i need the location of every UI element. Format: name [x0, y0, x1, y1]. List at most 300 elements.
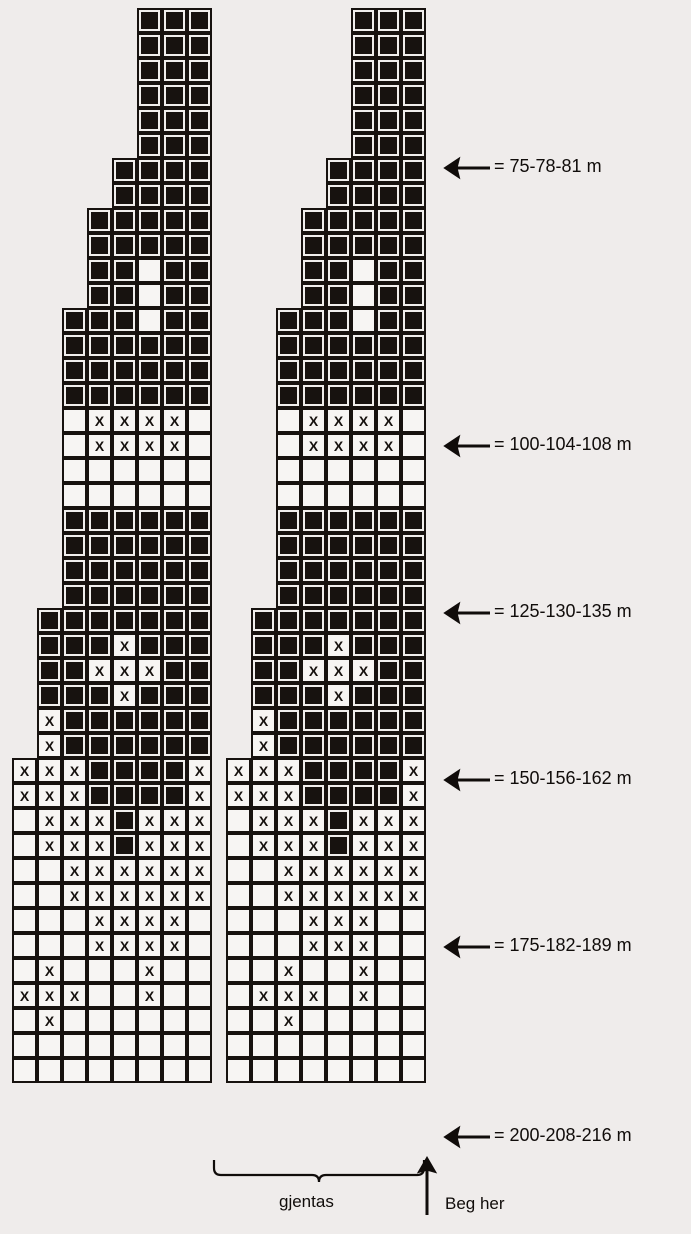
chart-cell: [137, 1058, 162, 1083]
cross-symbol: X: [69, 887, 80, 904]
chart-cell: [187, 508, 212, 533]
chart-cell: [401, 1058, 426, 1083]
cross-symbol: X: [333, 687, 344, 704]
chart-cell: [162, 158, 187, 183]
chart-cell: [137, 633, 162, 658]
chart-cell: [112, 808, 137, 833]
chart-cell: [376, 333, 401, 358]
chart-cell: [137, 308, 162, 333]
chart-cell: [351, 808, 376, 833]
chart-cell: [351, 1033, 376, 1058]
chart-cell: [137, 208, 162, 233]
chart-cell: [326, 858, 351, 883]
row-marker-label: = 150-156-162 m: [494, 768, 632, 788]
chart-cell: [251, 808, 276, 833]
chart-cell: [351, 33, 376, 58]
chart-cell: [37, 983, 62, 1008]
chart-cell: [112, 283, 137, 308]
chart-cell: [376, 1058, 401, 1083]
chart-cell: [301, 633, 326, 658]
cross-symbol: X: [19, 987, 30, 1004]
row-marker-arrow-icon: [432, 935, 494, 959]
cross-symbol: X: [333, 912, 344, 929]
chart-cell: [12, 758, 37, 783]
chart-cell: [112, 783, 137, 808]
chart-cell: [226, 833, 251, 858]
repeat-brace-icon: [212, 1158, 427, 1184]
cross-symbol: X: [408, 762, 419, 779]
cross-symbol: X: [44, 712, 55, 729]
chart-cell: [62, 1033, 87, 1058]
cross-symbol: X: [308, 662, 319, 679]
chart-cell: [162, 983, 187, 1008]
chart-cell: [112, 533, 137, 558]
chart-cell: [162, 408, 187, 433]
chart-cell: [276, 558, 301, 583]
chart-cell: [326, 233, 351, 258]
cross-symbol: X: [358, 812, 369, 829]
cross-symbol: X: [258, 812, 269, 829]
chart-cell: [276, 758, 301, 783]
chart-cell: [87, 458, 112, 483]
cross-symbol: X: [358, 437, 369, 454]
chart-cell: [37, 733, 62, 758]
chart-cell: [401, 83, 426, 108]
chart-cell: [187, 483, 212, 508]
chart-cell: [351, 608, 376, 633]
chart-cell: [276, 708, 301, 733]
chart-cell: [137, 558, 162, 583]
chart-cell: [87, 1033, 112, 1058]
cross-symbol: X: [119, 862, 130, 879]
chart-cell: [87, 208, 112, 233]
row-marker-label: = 200-208-216 m: [494, 1125, 632, 1145]
cross-symbol: X: [358, 837, 369, 854]
chart-cell: [401, 1033, 426, 1058]
chart-cell: [351, 958, 376, 983]
cross-symbol: X: [69, 862, 80, 879]
chart-cell: [351, 258, 376, 283]
chart-cell: [187, 683, 212, 708]
chart-cell: [226, 883, 251, 908]
chart-cell: [401, 108, 426, 133]
chart-cell: [401, 383, 426, 408]
chart-cell: [37, 808, 62, 833]
chart-cell: [401, 758, 426, 783]
chart-cell: [401, 8, 426, 33]
chart-cell: [276, 983, 301, 1008]
chart-cell: [112, 683, 137, 708]
chart-cell: [187, 1058, 212, 1083]
chart-cell: [87, 858, 112, 883]
chart-cell: [351, 933, 376, 958]
chart-cell: [351, 133, 376, 158]
cross-symbol: X: [308, 862, 319, 879]
chart-cell: [401, 658, 426, 683]
chart-cell: [137, 258, 162, 283]
chart-cell: [401, 233, 426, 258]
chart-cell: [326, 833, 351, 858]
chart-cell: [112, 1008, 137, 1033]
chart-cell: [162, 758, 187, 783]
chart-cell: [137, 158, 162, 183]
chart-cell: [87, 558, 112, 583]
chart-cell: [137, 358, 162, 383]
cross-symbol: X: [19, 787, 30, 804]
chart-cell: [326, 333, 351, 358]
row-marker-label: = 100-104-108 m: [494, 434, 632, 454]
cross-symbol: X: [169, 937, 180, 954]
chart-cell: [251, 1033, 276, 1058]
chart-cell: [12, 858, 37, 883]
chart-cell: [226, 808, 251, 833]
cross-symbol: X: [69, 787, 80, 804]
chart-cell: [112, 833, 137, 858]
chart-cell: [12, 1033, 37, 1058]
chart-cell: [112, 933, 137, 958]
cross-symbol: X: [408, 812, 419, 829]
chart-cell: [12, 908, 37, 933]
chart-cell: [87, 508, 112, 533]
chart-cell: [276, 583, 301, 608]
chart-cell: [87, 233, 112, 258]
chart-cell: [162, 8, 187, 33]
cross-symbol: X: [94, 837, 105, 854]
chart-cell: [162, 708, 187, 733]
chart-cell: [376, 708, 401, 733]
chart-cell: [62, 633, 87, 658]
cross-symbol: X: [69, 812, 80, 829]
chart-cell: [301, 433, 326, 458]
chart-cell: [37, 1008, 62, 1033]
chart-cell: [162, 33, 187, 58]
chart-cell: [276, 483, 301, 508]
chart-cell: [301, 1058, 326, 1083]
row-marker-arrow-icon: [432, 1125, 494, 1149]
chart-cell: [162, 258, 187, 283]
chart-cell: [376, 383, 401, 408]
chart-cell: [87, 1008, 112, 1033]
chart-cell: [112, 408, 137, 433]
chart-cell: [351, 1008, 376, 1033]
chart-cell: [162, 433, 187, 458]
chart-cell: [376, 33, 401, 58]
chart-cell: [326, 658, 351, 683]
chart-cell: [301, 733, 326, 758]
chart-cell: [37, 833, 62, 858]
chart-cell: [301, 658, 326, 683]
chart-cell: [401, 608, 426, 633]
chart-cell: [276, 383, 301, 408]
chart-cell: [401, 933, 426, 958]
chart-cell: [376, 1033, 401, 1058]
chart-cell: [401, 883, 426, 908]
chart-cell: [351, 8, 376, 33]
chart-cell: [401, 508, 426, 533]
cross-symbol: X: [408, 862, 419, 879]
chart-cell: [376, 183, 401, 208]
chart-cell: [226, 933, 251, 958]
cross-symbol: X: [358, 912, 369, 929]
chart-cell: [301, 858, 326, 883]
chart-cell: [87, 258, 112, 283]
cross-symbol: X: [383, 812, 394, 829]
chart-cell: [351, 333, 376, 358]
chart-cell: [376, 133, 401, 158]
chart-cell: [187, 8, 212, 33]
chart-cell: [87, 358, 112, 383]
chart-cell: [87, 383, 112, 408]
chart-cell: [137, 808, 162, 833]
chart-cell: [376, 58, 401, 83]
row-marker-arrow-icon: [432, 156, 494, 180]
chart-cell: [376, 208, 401, 233]
chart-cell: [187, 308, 212, 333]
cross-symbol: X: [119, 687, 130, 704]
chart-cell: [162, 58, 187, 83]
chart-cell: [401, 858, 426, 883]
chart-cell: [351, 758, 376, 783]
chart-cell: [187, 333, 212, 358]
row-marker-label: = 125-130-135 m: [494, 601, 632, 621]
chart-cell: [187, 33, 212, 58]
cross-symbol: X: [358, 862, 369, 879]
chart-cell: [37, 758, 62, 783]
chart-cell: [162, 308, 187, 333]
chart-cell: [301, 908, 326, 933]
chart-cell: [62, 383, 87, 408]
chart-cell: [376, 83, 401, 108]
chart-cell: [326, 458, 351, 483]
chart-cell: [162, 783, 187, 808]
chart-cell: [326, 908, 351, 933]
cross-symbol: X: [119, 662, 130, 679]
cross-symbol: X: [258, 737, 269, 754]
row-marker-arrow-icon: [432, 768, 494, 792]
chart-cell: [87, 833, 112, 858]
chart-cell: [62, 783, 87, 808]
chart-cell: [326, 358, 351, 383]
chart-cell: [301, 258, 326, 283]
chart-cell: [187, 1033, 212, 1058]
chart-cell: [376, 733, 401, 758]
chart-cell: [251, 633, 276, 658]
chart-cell: [376, 283, 401, 308]
chart-cell: [401, 33, 426, 58]
chart-cell: [276, 733, 301, 758]
chart-cell: [112, 658, 137, 683]
chart-cell: [87, 908, 112, 933]
chart-cell: [137, 383, 162, 408]
cross-symbol: X: [169, 887, 180, 904]
chart-cell: [301, 533, 326, 558]
chart-cell: [187, 158, 212, 183]
chart-cell: [326, 1058, 351, 1083]
chart-cell: [137, 83, 162, 108]
chart-cell: [37, 783, 62, 808]
cross-symbol: X: [144, 862, 155, 879]
chart-cell: [301, 558, 326, 583]
chart-cell: [137, 508, 162, 533]
chart-cell: [326, 183, 351, 208]
chart-cell: [276, 883, 301, 908]
chart-cell: [326, 608, 351, 633]
chart-cell: [12, 833, 37, 858]
chart-cell: [401, 583, 426, 608]
chart-cell: [12, 983, 37, 1008]
chart-cell: [351, 408, 376, 433]
chart-cell: [251, 683, 276, 708]
chart-cell: [112, 983, 137, 1008]
chart-cell: [187, 283, 212, 308]
cross-symbol: X: [119, 887, 130, 904]
chart-cell: [376, 508, 401, 533]
chart-cell: [162, 458, 187, 483]
chart-cell: [301, 333, 326, 358]
cross-symbol: X: [19, 762, 30, 779]
chart-cell: [301, 708, 326, 733]
cross-symbol: X: [119, 937, 130, 954]
chart-cell: [187, 358, 212, 383]
chart-cell: [401, 733, 426, 758]
cross-symbol: X: [144, 887, 155, 904]
chart-cell: [376, 683, 401, 708]
chart-cell: [326, 958, 351, 983]
chart-cell: [187, 1008, 212, 1033]
chart-cell: [62, 808, 87, 833]
chart-cell: [12, 808, 37, 833]
chart-cell: [137, 483, 162, 508]
chart-cell: [326, 283, 351, 308]
cross-symbol: X: [144, 962, 155, 979]
cross-symbol: X: [194, 887, 205, 904]
chart-cell: [351, 283, 376, 308]
cross-symbol: X: [169, 862, 180, 879]
chart-cell: [276, 833, 301, 858]
chart-cell: [251, 933, 276, 958]
cross-symbol: X: [169, 837, 180, 854]
cross-symbol: X: [283, 962, 294, 979]
chart-cell: [351, 83, 376, 108]
chart-cell: [187, 558, 212, 583]
chart-cell: [187, 933, 212, 958]
chart-cell: [162, 233, 187, 258]
chart-cell: [112, 633, 137, 658]
cross-symbol: X: [333, 887, 344, 904]
chart-cell: [401, 833, 426, 858]
chart-cell: [401, 283, 426, 308]
cross-symbol: X: [308, 412, 319, 429]
chart-cell: [301, 358, 326, 383]
chart-cell: [187, 433, 212, 458]
chart-cell: [137, 108, 162, 133]
begin-here-caption: Beg her: [445, 1194, 505, 1213]
chart-cell: [87, 658, 112, 683]
chart-cell: [401, 558, 426, 583]
cross-symbol: X: [119, 912, 130, 929]
chart-cell: [62, 833, 87, 858]
cross-symbol: X: [258, 787, 269, 804]
chart-cell: [137, 583, 162, 608]
chart-cell: [62, 433, 87, 458]
chart-cell: [376, 108, 401, 133]
chart-cell: [162, 633, 187, 658]
chart-cell: [137, 833, 162, 858]
chart-cell: [326, 983, 351, 1008]
chart-cell: [137, 233, 162, 258]
chart-cell: [162, 483, 187, 508]
chart-cell: [187, 608, 212, 633]
chart-cell: [162, 808, 187, 833]
chart-cell: [376, 633, 401, 658]
chart-cell: [187, 208, 212, 233]
chart-cell: [276, 808, 301, 833]
chart-cell: [187, 758, 212, 783]
chart-cell: [112, 1058, 137, 1083]
chart-cell: [137, 283, 162, 308]
chart-cell: [326, 533, 351, 558]
cross-symbol: X: [258, 762, 269, 779]
chart-cell: [162, 108, 187, 133]
cross-symbol: X: [283, 887, 294, 904]
chart-cell: [162, 958, 187, 983]
cross-symbol: X: [194, 837, 205, 854]
chart-cell: [376, 233, 401, 258]
chart-cell: [162, 833, 187, 858]
chart-cell: [326, 933, 351, 958]
chart-cell: [301, 383, 326, 408]
chart-cell: [301, 608, 326, 633]
cross-symbol: X: [333, 637, 344, 654]
chart-cell: [251, 783, 276, 808]
chart-cell: [401, 1008, 426, 1033]
row-marker-label: = 75-78-81 m: [494, 156, 602, 176]
chart-cell: [162, 658, 187, 683]
chart-cell: [301, 208, 326, 233]
chart-cell: [301, 1008, 326, 1033]
cross-symbol: X: [283, 1012, 294, 1029]
chart-cell: [137, 8, 162, 33]
chart-cell: [326, 683, 351, 708]
chart-cell: [326, 208, 351, 233]
chart-cell: [226, 858, 251, 883]
chart-cell: [301, 283, 326, 308]
chart-cell: [62, 908, 87, 933]
chart-cell: [62, 333, 87, 358]
chart-cell: [137, 958, 162, 983]
chart-cell: [351, 633, 376, 658]
chart-cell: [351, 108, 376, 133]
chart-cell: [112, 308, 137, 333]
chart-cell: [137, 658, 162, 683]
chart-cell: [301, 458, 326, 483]
chart-cell: [137, 1008, 162, 1033]
chart-cell: [112, 458, 137, 483]
chart-cell: [137, 133, 162, 158]
chart-cell: [162, 333, 187, 358]
chart-cell: [301, 783, 326, 808]
chart-cell: [376, 958, 401, 983]
repeat-caption: gjentas: [279, 1192, 334, 1211]
chart-cell: [276, 433, 301, 458]
chart-cell: [187, 58, 212, 83]
cross-symbol: X: [333, 412, 344, 429]
chart-cell: [12, 883, 37, 908]
chart-cell: [187, 383, 212, 408]
begin-here-arrow-icon: [416, 1155, 438, 1217]
chart-cell: [301, 308, 326, 333]
cross-symbol: X: [333, 437, 344, 454]
